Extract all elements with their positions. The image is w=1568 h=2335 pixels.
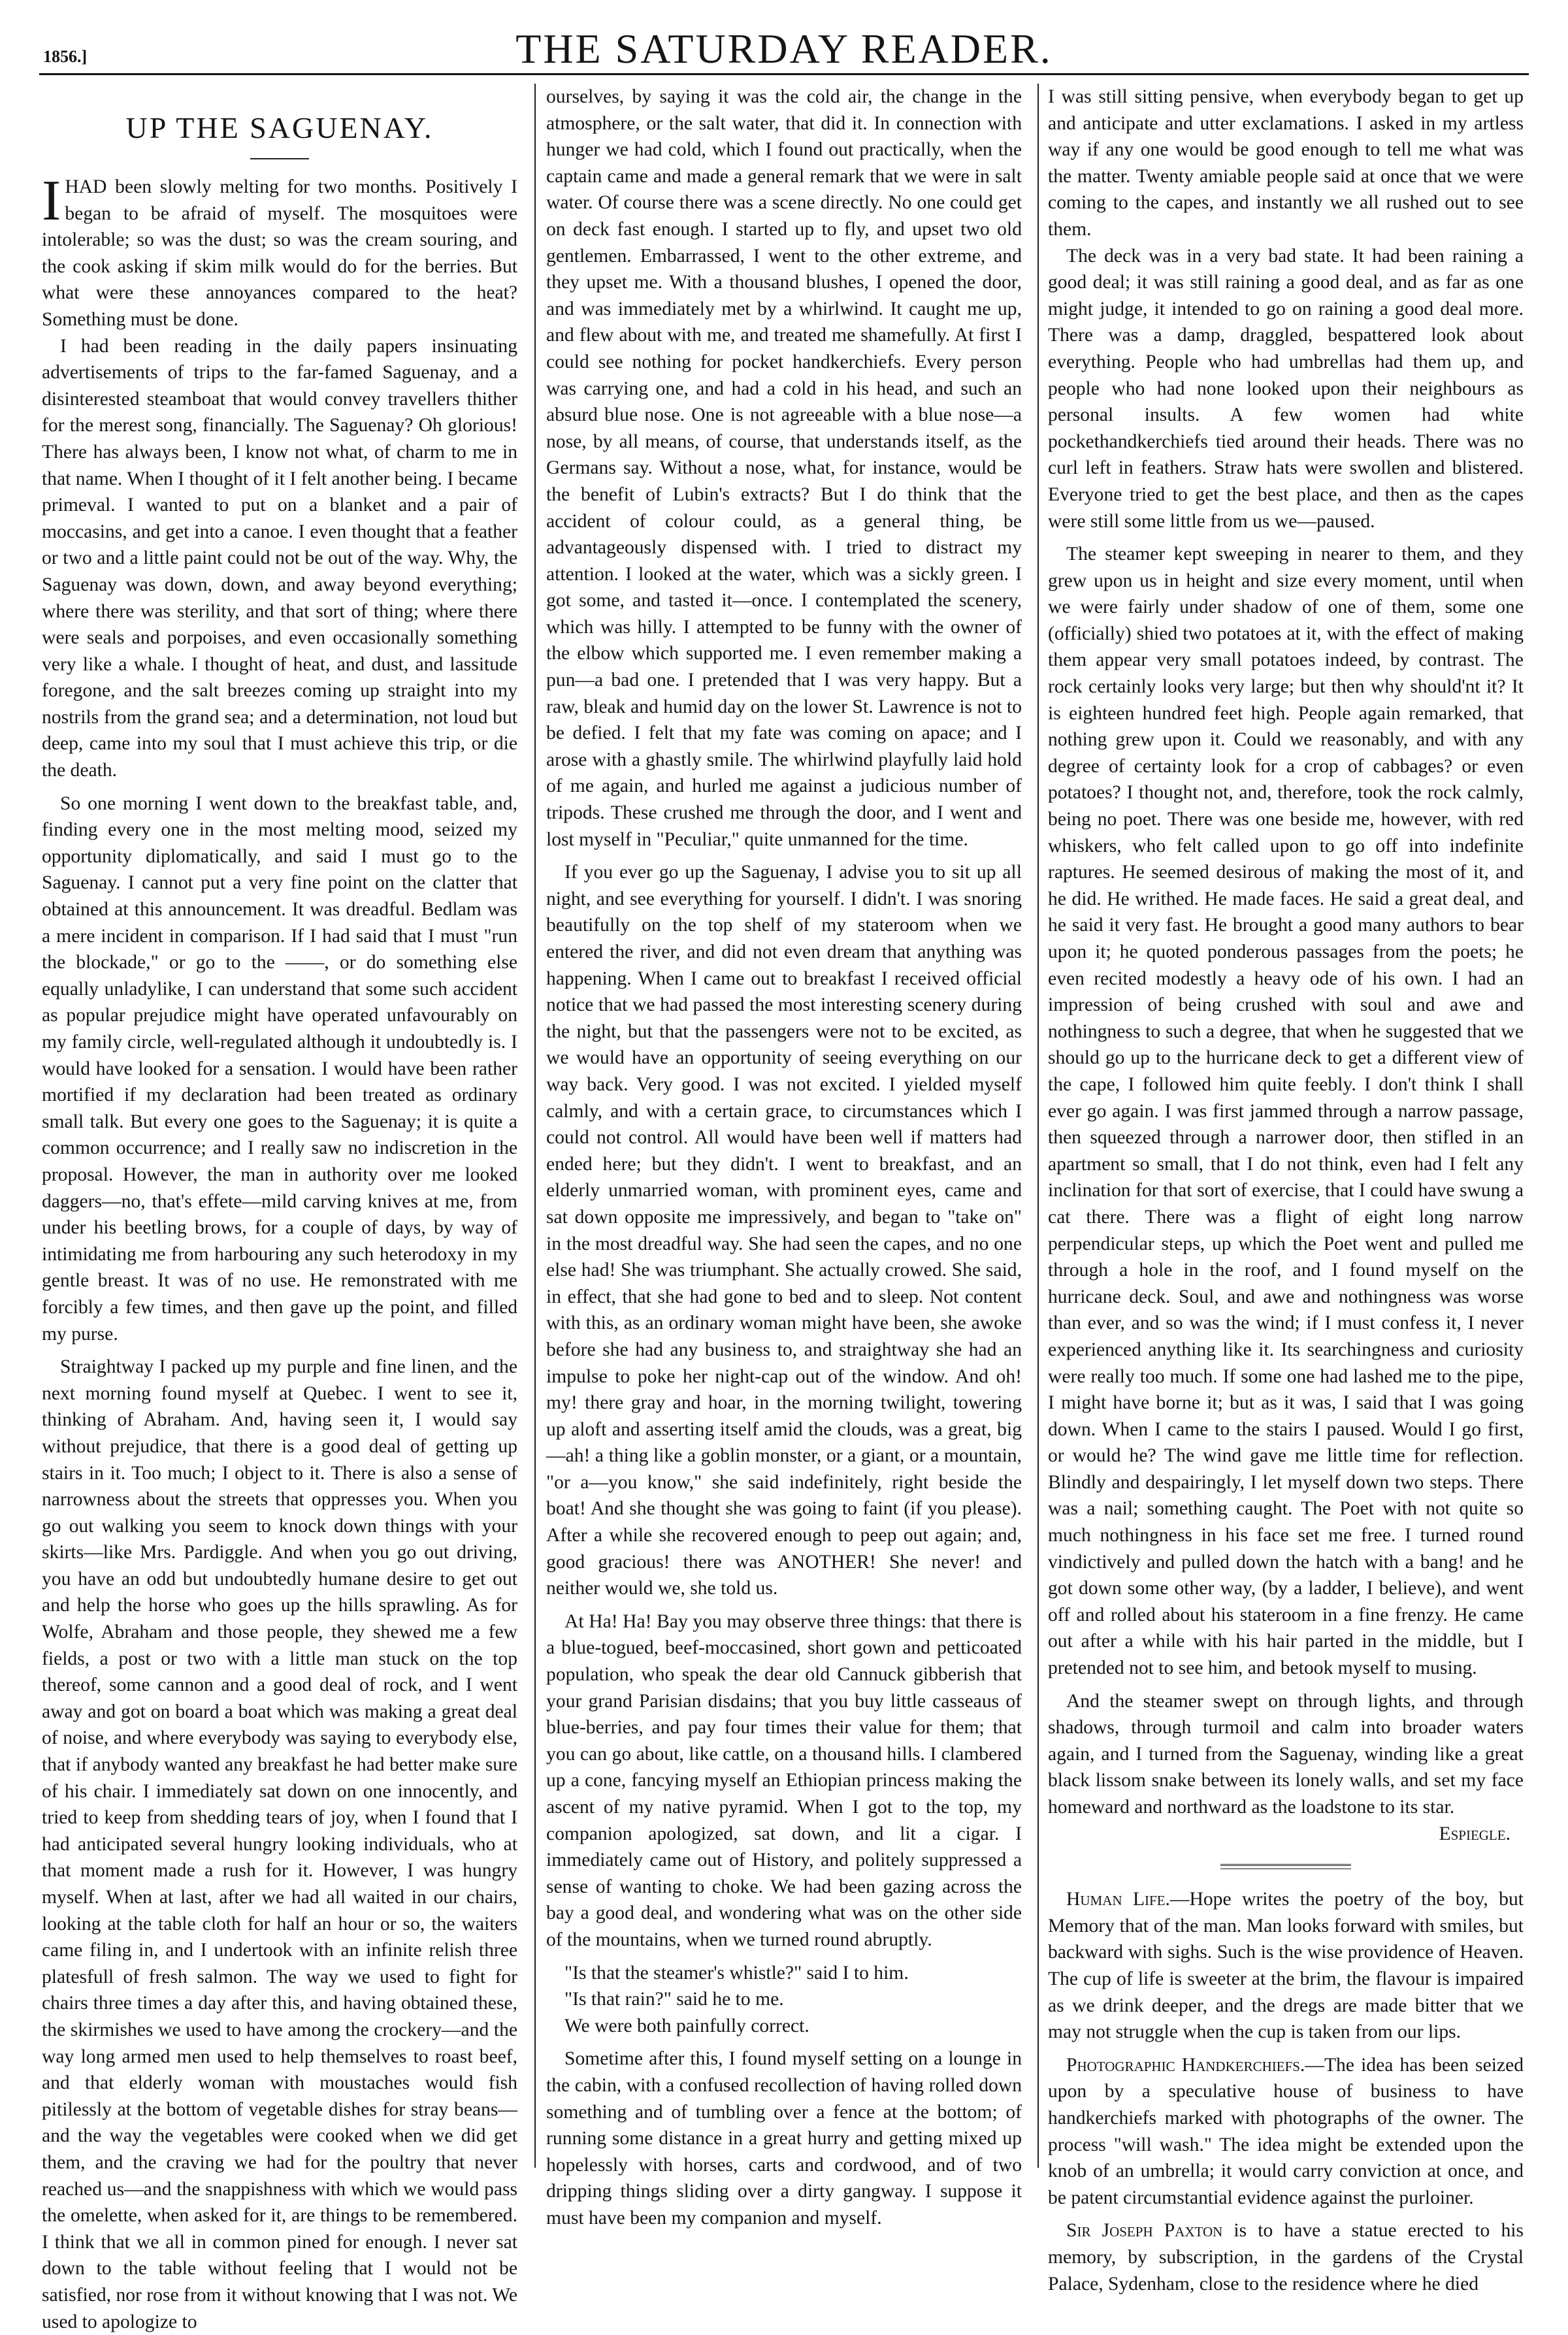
page-number: 1856.] — [43, 47, 88, 66]
column-1 — [42, 84, 517, 2332]
header-rule — [39, 73, 1529, 75]
paragraph: If you ever go up the Saguenay, I advise you to sit up all night, and see everything for yourself. I didn't. I was snoring beautifully on the top shelf of my stateroom when we entered the river, and did not even dream that anything was happening. When I came out to breakfast I received official notice that we had passed the most interesting scenery during the night, but that the passengers were not to be excited, as we would have an opportunity of seeing everything on our way back. Very good. I was not excited. I yielded myself calmly, and with a certain grace, to circumstances which I could not control. All would have been well if matters had ended here; but they didn't. I went to breakfast, and an elderly unmarried woman, with prominent eyes, came and sat down opposite me impressively, and began to "take on" in the most dreadful way. She had seen the capes, and no one else had! She was triumphant. She actually crowed. She said, in effect, that she had gone to bed and to sleep. Not content with this, as an ordinary woman might have been, she awoke before she had any business to, and straightway she had an impulse to poke her night-cap out of the window. And oh! my! there gray and hoar, in the morning twilight, towering up aloft and asserting itself amid the clouds, was a great, big—ah! a thing like a goblin monster, or a giant, or a mountain, "or a—you know," she said indefinitely, right beside the boat! And she thought she was going to faint (if you please). After a while she recovered enough to peep out again; and, good gracious! there was ANOTHER! She never! and neither would we, she told us. — [546, 862, 1022, 1599]
paragraph: Straightway I packed up my purple and fine linen, and the next morning found myself at Quebec. I went to see it, thinking of Abraham. And, having seen it, I would say without prejudice, that there is a good deal of getting up stairs in it. Too much; I object to it. There is also a sense of narrowness about the streets that oppresses you. When you go out walking you seem to knock down things with your skirts—like Mrs. Pardiggle. And when you go out driving, you have an odd but undoubtedly humane desire to get out and help the horse who goes up the hills sprawling. As for Wolfe, Abraham and those people, they shewed me a few fields, a post or two with a little man stuck on the top thereof, some cannon and a good deal of rock, and I went away and got on board a boat which was making a great deal of noise, and where everybody was saying to everybody else, that if anybody wanted any breakfast he had better make sure of his chair. I immediately sat down on one innocently, and tried to keep from shedding tears of joy, when I found that I had anticipated several hungry looking individuals, who at that moment made a rush for it. However, I was hungry myself. When at last, after we had all waited in our chairs, looking at the table cloth for half an hour or so, the waiters came filing in, and I undertook with an infinite relish three platesfull of fresh salmon. The way we used to fight for chairs three times a day after this, and having obtained these, the skirmishes we used to have among the crockery—and the way long armed men used to help themselves to roast beef, and that elderly woman with moustaches would fish pitilessly at the bottom of vegetable dishes for stray beans—and the way the vegetables were cooked when we did get them, and the craving we had for the poultry that never reached us—and the snappishness with which we would pass the omelette, when asked for it, are things to be remembered. I think that we all in common pined for enough. I never sat down to the table without feeling that I would not be satisfied, nor rose from it without knowing that I was not. We used to apologize to — [42, 1356, 517, 2332]
short-item-head: Sir Joseph Paxton — [1066, 2220, 1223, 2242]
paragraph: At Ha! Ha! Bay you may observe three things: that there is a blue-togued, beef-moccasined, short gown and petticoated population, who speak the dear old Cannuck gibberish that your grand Parisian disdains; that you buy little casseaus of blue-berries, and pay four times their value for them; that you can go about, like cattle, on a thousand hills. I clambered up a cone, fancying myself an Ethiopian princess making the ascent of my native pyramid. When I got to the top, my companion apologized, sat down, and lit a cigar. I immediately came out of History, and politely suppressed a sense of wanting to choke. We had been gazing across the bay a good deal, and wondering what was on the other side of the mountains, when we turned round abruptly. — [546, 1610, 1022, 1950]
column-3 — [1048, 84, 1524, 2294]
signature: Espiegle. — [1439, 1823, 1511, 1844]
paragraph: Sometime after this, I found myself setting on a lounge in the cabin, with a confused recollection of having rolled down something and of tumbling over a fence at the bottom; of running some distance in a great hurry and getting mixed up hopelessly with horses, carts and cordwood, and of two dripping things sliding over a dirty gangway. I suppose it must have been my companion and myself. — [546, 2048, 1022, 2229]
dialogue-line: "Is that the steamer's whistle?" said I to him. — [564, 1962, 909, 1984]
dialogue-line: We were both painfully correct. — [564, 2015, 809, 2036]
paragraph: So one morning I went down to the breakfast table, and, finding every one in the most melting mood, seized my opportunity diplomatically, and said I must go to the Saguenay. I cannot put a very fine point on the clatter that obtained at this announcement. It was dreadful. Bedlam was a mere incident in comparison. If I had said that I must "run the blockade," or go to the ——, or do something else equally unladylike, I can understand that some such accident as popular prejudice might have operated unfavourably on my family circle, well-regulated although it undoubtedly is. I would have looked for a sensation. I would have been rather mortified if my declaration had been treated as ordinary small talk. But every one goes to the Saguenay; it is quite a common occurrence; and I really saw no indiscretion in the proposal. However, the man in authority over me looked daggers—no, that's effete—mild carving knives at me, from under his beetling brows, for a couple of days, by way of intimidating me from harbouring any such heterodoxy in my gentle breast. It was of no use. He remonstrated with me forcibly a few times, and then gave up the point, and filled my purse. — [42, 792, 517, 1345]
paragraph: The deck was in a very bad state. It had been raining a good deal; it was still raining a good deal, and as far as one might judge, it intended to go on raining a good deal more. There was a damp, draggled, bespattered look about everything. People who had umbrellas had them up, and people who had none looked upon their neighbours as personal insults. A few women had white pockethandkerchiefs tied around their heads. There was no curl left in feathers. Straw hats were swollen and blistered. Everyone tried to get the best place, and then as the capes were still some little from us we—paused. — [1048, 245, 1524, 532]
column-2 — [546, 84, 1022, 2229]
section-rule — [1220, 1864, 1351, 1869]
dialogue-line: "Is that rain?" said he to me. — [564, 1989, 784, 2010]
short-item: Sir Joseph Paxton is to have a statue erected to his memory, by subscription, in the gardens of the Crystal Palace, Sydenham, close to the residence where he died — [1048, 2220, 1524, 2294]
short-item-head: Photographic Handkerchiefs. — [1066, 2054, 1305, 2076]
column-divider — [534, 84, 536, 2168]
title-rule — [250, 158, 309, 159]
page-header — [0, 0, 1568, 72]
paragraph: ourselves, by saying it was the cold air, the change in the atmosphere, or the salt water, that did it. In connection with hunger we had cold, which I found out practically, when the captain came and made a general remark that we were in salt water. Of course there was a scene directly. No one could get on deck fast enough. I started up to fly, and upset two old gentlemen. Embarrassed, I went to the other extreme, and they upset me. With a thousand blushes, I opened the door, and was immediately met by a whirlwind. It caught me up, and flew about with me, and treated me shamefully. At first I could see nothing for pocket handkerchiefs. Every person was carrying one, and had a cold in his head, and such an absurd blue nose. One is not agreeable with a blue nose—a nose, by all means, of course, that understands itself, as the Germans say. Without a nose, what, for instance, would be the benefit of Lubin's extracts? But I do think that the accident of colour could, as a general thing, be advantageously dispensed with. I tried to distract my attention. I looked at the water, which was a sickly green. I got some, and tasted it—once. I contemplated the scenery, which was hilly. I attempted to be funny with the owner of the elbow which supported me. I even remember making a pun—a bad one. I pretended that I was very happy. But a raw, bleak and humid day on the lower St. Lawrence is not to be defied. I felt that my fate was coming on apace; and I arose with a ghastly smile. The whirlwind playfully laid hold of me again, and hurled me against a judicious number of tripods. These crushed me through the door, and I went and lost myself in "Peculiar," quite unmanned for the time. — [546, 86, 1022, 850]
drop-cap: I — [42, 169, 61, 233]
paragraph: IHAD been slowly melting for two months. Positively I began to be afraid of myself. The mosquitoes were intolerable; so was the dust; so was the cream souring, and the cook asking if skim milk would do for the berries. But what were these annoyances compared to the heat? Something must be done. — [42, 169, 517, 330]
column-divider — [1037, 84, 1039, 2168]
paragraph: I had been reading in the daily papers insinuating advertisements of trips to the far-famed Saguenay, and a disinterested steamboat that would convey travellers thither for the merest song, financially. The Saguenay? Oh glorious! There has always been, I know not what, of charm to me in that name. When I thought of it I felt another being. I became primeval. I wanted to put on a blanket and a pair of moccasins, and get into a canoe. I even thought that a feather or two and a little paint could not be out of the way. Why, the Saguenay was down, down, and away beyond everything; where there was sterility, and that sort of thing; where there were seals and porpoises, and even occasionally something very like a whale. I thought of heat, and dust, and lassitude foregone, and the salt breezes coming up straight into my nostrils from the grand sea; and a determination, not loud but deep, came into my soul that I must achieve this trip, or die the death. — [42, 335, 517, 781]
masthead: THE SATURDAY READER. — [515, 25, 1053, 72]
short-item: Photographic Handkerchiefs.—The idea has been seized upon by a speculative house of business to have handkerchiefs marked with photographs of the owner. The process "will wash." The idea might be extended upon the knob of an umbrella; it would carry conviction at once, and be patent circumstantial evidence against the purloiner. — [1048, 2054, 1524, 2208]
short-item-head: Human Life. — [1066, 1889, 1170, 1910]
paragraph: I was still sitting pensive, when everybody began to get up and anticipate and utter exclamations. I asked in my artless way if any one would be good enough to tell me what was the matter. Twenty amiable people said at once that we were coming to the capes, and instantly we all rushed out to see them. — [1048, 86, 1524, 240]
article-title: UP THE SAGUENAY. — [125, 111, 434, 144]
paragraph: The steamer kept sweeping in nearer to them, and they grew upon us in height and size every moment, until when we were fairly under shadow of one of them, some one (officially) shied two potatoes at it, with the effect of making them appear very small potatoes indeed, by contrast. The rock certainly looks very large; but then why should'nt it? It is eighteen hundred feet high. People again remarked, that nothing grew upon it. Could we reasonably, and with any degree of certainty look for a crop of cabbages? or even potatoes? I thought not, and, therefore, took the rock calmly, being no poet. There was one beside me, however, with red whiskers, who felt called upon to go off into indefinite raptures. He seemed desirous of making the most of it, and he did. He writhed. He made faces. He said a great deal, and he said it very fast. He brought a good many authors to bear upon it; he quoted ponderous passages from the poets; he even recited modestly a heavy ode of his own. I had an impression of being crushed with soul and awe and nothingness to such a degree, that when he suggested that we should go up to the hurricane deck to get a different view of the cape, I followed him quite feebly. I don't think I shall ever go again. I was first jammed through a narrow passage, then squeezed through a narrower door, then stifled in an apartment so small, that I do not think, even had I felt any inclination for that sort of exercise, that I could have swung a cat there. There was a flight of eight long narrow perpendicular steps, up which the Poet went and pulled me through a hole in the roof, and I found myself on the hurricane deck. Soul, and awe and nothingness was worse than ever, and so was the wind; if I must confess it, I never experienced anything like it. Its searchingness and curiosity were really too much. If some one had lashed me to the pipe, I might have borne it; but as it was, I said that I was going down. When I came to the stairs I paused. Would I go first, or would he? The wind gave me little time for reflection. Blindly and despairingly, I let myself down two steps. There was a nail; something caught. The Poet with not quite so much nothingness in his face set me free. I turned round vindictively and pulled down the hatch with a bang! and he got down some other way, (by a ladder, I believe), and went off and rolled about his stateroom in a fine frenzy. He came out after a while with his hair parted in the middle, but I pretended not to see him, and betook myself to musing. — [1048, 544, 1524, 1679]
short-item: Human Life.—Hope writes the poetry of the boy, but Memory that of the man. Man looks forward with smiles, but backward with sighs. Such is the wise providence of Heaven. The cup of life is sweeter at the brim, the flavour is impaired as we drink deeper, and the dregs are made bitter that we may not struggle when the cup is taken from our lips. — [1048, 1889, 1524, 2043]
paragraph: And the steamer swept on through lights, and through shadows, through turmoil and calm into broader waters again, and I turned from the Saguenay, winding like a great black lissom snake between its lonely walls, and set my face homeward and northward as the loadstone to its star. Espiegle. — [1048, 1688, 1524, 1821]
